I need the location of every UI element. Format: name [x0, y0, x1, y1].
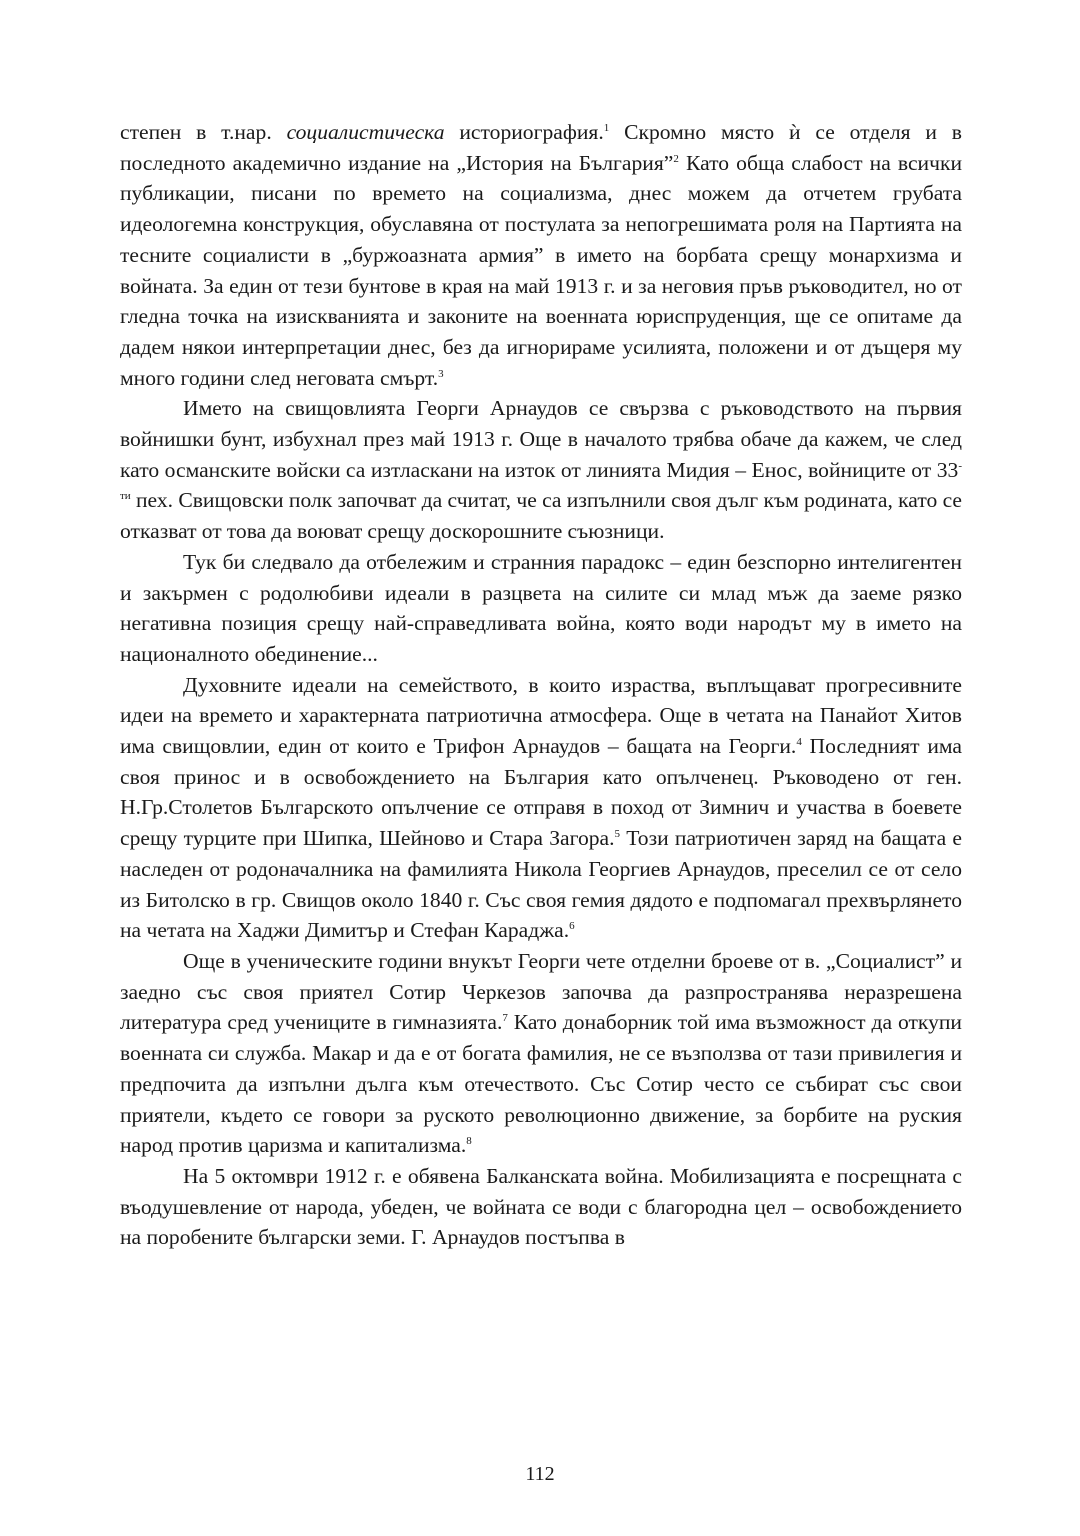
text-run: Тук би следвало да отбележим и странния парадокс – един безспорно интелигентен и закърмен с родолюбиви идеали в разцвета на силите си млад мъж да заеме рязко негативна позиция срещу най-справедливата война, която води народът му в името на националното обединение...	[120, 549, 962, 666]
paragraph	[120, 946, 962, 1161]
italic-term: социалистическа	[286, 120, 445, 144]
text-run: Още в ученическите години внукът Георги чете отделни броеве от в. „Социалист” и заедно със своя приятел Сотир Черкезов започва да разпространява неразрешена литература сред учениците в гимназията.	[120, 948, 962, 1035]
paragraph	[120, 670, 962, 946]
text-run: Последният има своя принос и в освобождението на България като опълченец. Ръководено от ген. Н.Гр.Столетов Българското опълчение се отправя в поход от Зимнич и участва в боевете срещу турците при Шипка, Шейново и Стара Загора.	[120, 734, 962, 851]
text-run: Скромно място ѝ се отделя и в последното академично издание на „История на България”	[120, 120, 962, 175]
footnote-marker: 3	[438, 367, 444, 380]
text-run: Името на свищовлията Георги Арнаудов се свързва с ръководството на първия войнишки бунт, избухнал през май 1913 г. Още в началото трябва обаче да кажем, че след като османските войски са изтласкани на изток от линията Мидия – Енос, войниците от 33	[120, 396, 962, 482]
paragraph	[120, 547, 962, 670]
footnote-marker: 5	[614, 828, 621, 841]
footnote-marker: 6	[569, 920, 575, 933]
text-run: На 5 октомври 1912 г. е обявена Балканската война. Мобилизацията е посрещната с въодушевление от народа, убеден, че войната се води с благородна цел – освобождението на поробените български земи. Г. Арнаудов постъпва в	[120, 1163, 962, 1250]
footnote-marker: 7	[502, 1012, 508, 1025]
footnote-marker: 1	[603, 122, 610, 134]
paragraph	[120, 117, 962, 393]
text-run: степен в т.нар.	[120, 120, 287, 144]
paragraph	[120, 393, 962, 547]
footnote-marker: 2	[673, 152, 679, 165]
text-run: пех. Свищовски полк започват да считат, че са изпълнили своя дълг към родината, като се отказват от това да воюват срещу доскорошните съюзници.	[120, 488, 962, 544]
text-run: историография.	[444, 120, 604, 144]
text-run: Духовните идеали на семейството, в които израства, въплъщават прогресивните идеи на времето и характерната патриотична атмосфера. Още в четата на Панайот Хитов има свищовлии, един от които е Трифон Арнаудов – бащата на Георги.	[120, 672, 962, 759]
footnote-marker: 4	[796, 736, 802, 749]
text-run: Като обща слабост на всички публикации, писани по времето на социализма, днес можем да отчетем грубата идеологемна конструкция, обуславяна от постулата за непогрешимата роля на Партията на тесните социалисти в „буржоазната армия” в името на борбата срещу монархизма и войната. За един от тези бунтове в края на май 1913 г. и за неговия пръв ръководител, но от гледна точка на изискванията и законите на военната юриспруденция, ще се опитаме да дадем някои интерпретации днес, без да игнорираме усилията, положени и от дъщеря му много години след неговата смърт.	[120, 150, 962, 390]
text-run: Този патриотичен заряд на бащата е наследен от родоначалника на фамилията Никола Георгиев Арнаудов, преселил се от село из Битолско в гр. Свищов около 1840 г. Със своя гемия дядото е подпомагал прехвърлянето на четата на Хаджи Димитър и Стефан Караджа.	[120, 826, 962, 943]
text-run: Като донаборник той има възможност да откупи военната си служба. Макар и да е от богата фамилия, не се възползва от тази привилегия и предпочита да изпълни дълга към отечеството. Със Сотир често се събират със свои приятели, където се говори за руското революционно движение, за борбите на руския народ против царизма и капитализма.	[120, 1010, 962, 1158]
footnote-marker: -ти	[120, 459, 962, 503]
page-number: 112	[525, 1463, 555, 1485]
page-body	[120, 117, 962, 1253]
footnote-marker: 8	[466, 1135, 472, 1148]
paragraph	[120, 1161, 962, 1253]
